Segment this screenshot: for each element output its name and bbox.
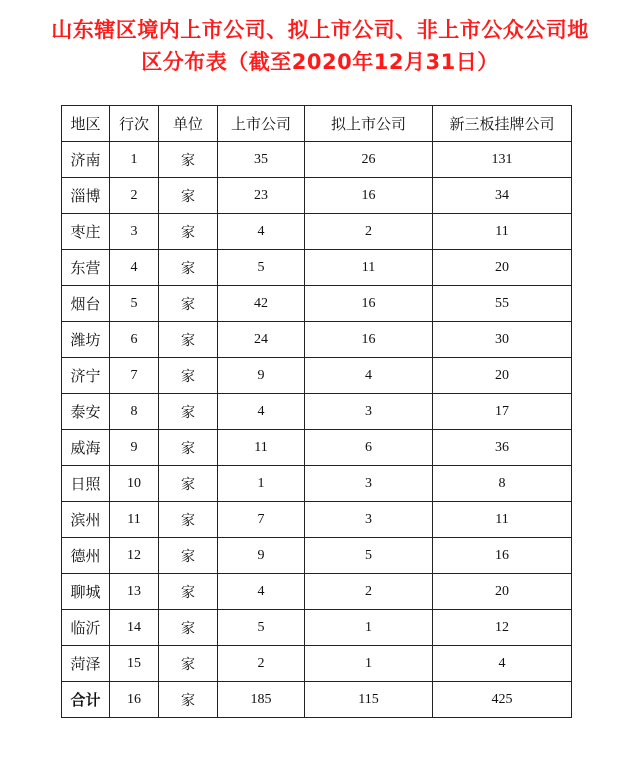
table-cell: 8 [433, 466, 572, 502]
table-cell: 家 [159, 286, 218, 322]
table-cell: 11 [218, 430, 305, 466]
table-cell: 16 [305, 322, 433, 358]
table-cell: 淄博 [62, 178, 110, 214]
table-cell: 合计 [62, 682, 110, 718]
table-cell: 3 [305, 466, 433, 502]
table-cell: 12 [433, 610, 572, 646]
table-cell: 1 [305, 646, 433, 682]
table-cell: 7 [110, 358, 159, 394]
table-cell: 枣庄 [62, 214, 110, 250]
table-cell: 济南 [62, 142, 110, 178]
table-cell: 14 [110, 610, 159, 646]
table-cell: 泰安 [62, 394, 110, 430]
table-cell: 家 [159, 574, 218, 610]
table-cell: 烟台 [62, 286, 110, 322]
column-header: 拟上市公司 [305, 106, 433, 142]
table-cell: 8 [110, 394, 159, 430]
column-header: 新三板挂牌公司 [433, 106, 572, 142]
table-cell: 东营 [62, 250, 110, 286]
table-cell: 7 [218, 502, 305, 538]
table-cell: 家 [159, 142, 218, 178]
table-cell: 4 [305, 358, 433, 394]
table-cell: 5 [110, 286, 159, 322]
table-cell: 家 [159, 214, 218, 250]
table-cell: 20 [433, 358, 572, 394]
table-cell: 115 [305, 682, 433, 718]
table-cell: 1 [305, 610, 433, 646]
table-cell: 2 [218, 646, 305, 682]
table-cell: 9 [218, 358, 305, 394]
table-header-row [62, 106, 572, 142]
table-row [62, 394, 572, 430]
table-cell: 131 [433, 142, 572, 178]
table-cell: 2 [305, 574, 433, 610]
table-cell: 家 [159, 178, 218, 214]
table-cell: 4 [433, 646, 572, 682]
table-cell: 临沂 [62, 610, 110, 646]
table-cell: 滨州 [62, 502, 110, 538]
table-row [62, 466, 572, 502]
column-header: 上市公司 [218, 106, 305, 142]
table-cell: 5 [305, 538, 433, 574]
table-cell: 5 [218, 250, 305, 286]
table-cell: 家 [159, 610, 218, 646]
table-cell: 35 [218, 142, 305, 178]
table-cell: 6 [305, 430, 433, 466]
table-cell: 2 [110, 178, 159, 214]
table-cell: 6 [110, 322, 159, 358]
table-cell: 菏泽 [62, 646, 110, 682]
table-cell: 42 [218, 286, 305, 322]
table-cell: 4 [218, 394, 305, 430]
table-cell: 潍坊 [62, 322, 110, 358]
table-cell: 3 [305, 394, 433, 430]
column-header: 地区 [62, 106, 110, 142]
table-row [62, 286, 572, 322]
table-row [62, 430, 572, 466]
total-row [62, 682, 572, 718]
table-cell: 23 [218, 178, 305, 214]
table-cell: 10 [110, 466, 159, 502]
table-cell: 德州 [62, 538, 110, 574]
table-row [62, 646, 572, 682]
title-line-1: 山东辖区境内上市公司、拟上市公司、非上市公众公司地 [51, 18, 589, 42]
table-row [62, 358, 572, 394]
table-cell: 11 [110, 502, 159, 538]
table-cell: 185 [218, 682, 305, 718]
table-cell: 4 [110, 250, 159, 286]
table-row [62, 574, 572, 610]
document-title [0, 14, 640, 78]
table-cell: 2 [305, 214, 433, 250]
table-cell: 家 [159, 646, 218, 682]
table-cell: 济宁 [62, 358, 110, 394]
table-cell: 13 [110, 574, 159, 610]
table-row [62, 610, 572, 646]
table-row [62, 214, 572, 250]
table-cell: 家 [159, 430, 218, 466]
table-cell: 16 [433, 538, 572, 574]
table-cell: 55 [433, 286, 572, 322]
table-cell: 16 [305, 286, 433, 322]
table-cell: 日照 [62, 466, 110, 502]
column-header: 行次 [110, 106, 159, 142]
table-cell: 425 [433, 682, 572, 718]
table-cell: 家 [159, 250, 218, 286]
table-cell: 17 [433, 394, 572, 430]
table-cell: 1 [110, 142, 159, 178]
table-cell: 30 [433, 322, 572, 358]
table-row [62, 502, 572, 538]
table-cell: 5 [218, 610, 305, 646]
table-cell: 11 [433, 214, 572, 250]
company-distribution-table [61, 105, 572, 718]
column-header: 单位 [159, 106, 218, 142]
table-cell: 11 [305, 250, 433, 286]
table-cell: 家 [159, 502, 218, 538]
table-cell: 3 [305, 502, 433, 538]
table-cell: 9 [110, 430, 159, 466]
table-cell: 4 [218, 574, 305, 610]
table-cell: 24 [218, 322, 305, 358]
title-line-2: 区分布表（截至2020年12月31日） [141, 50, 499, 74]
table-cell: 15 [110, 646, 159, 682]
table-cell: 12 [110, 538, 159, 574]
table-cell: 家 [159, 394, 218, 430]
table-cell: 20 [433, 574, 572, 610]
table-body [62, 142, 572, 718]
table-cell: 家 [159, 682, 218, 718]
table-cell: 威海 [62, 430, 110, 466]
table-cell: 家 [159, 466, 218, 502]
table-row [62, 322, 572, 358]
table-cell: 3 [110, 214, 159, 250]
table-cell: 聊城 [62, 574, 110, 610]
table-row [62, 538, 572, 574]
table-row [62, 250, 572, 286]
table-cell: 36 [433, 430, 572, 466]
table-cell: 4 [218, 214, 305, 250]
table-cell: 家 [159, 358, 218, 394]
table-row [62, 178, 572, 214]
table-cell: 26 [305, 142, 433, 178]
table-cell: 34 [433, 178, 572, 214]
table-cell: 家 [159, 322, 218, 358]
table-cell: 16 [305, 178, 433, 214]
table-row [62, 142, 572, 178]
table-cell: 20 [433, 250, 572, 286]
table-cell: 1 [218, 466, 305, 502]
table-cell: 9 [218, 538, 305, 574]
table-cell: 家 [159, 538, 218, 574]
table-cell: 11 [433, 502, 572, 538]
table-cell: 16 [110, 682, 159, 718]
